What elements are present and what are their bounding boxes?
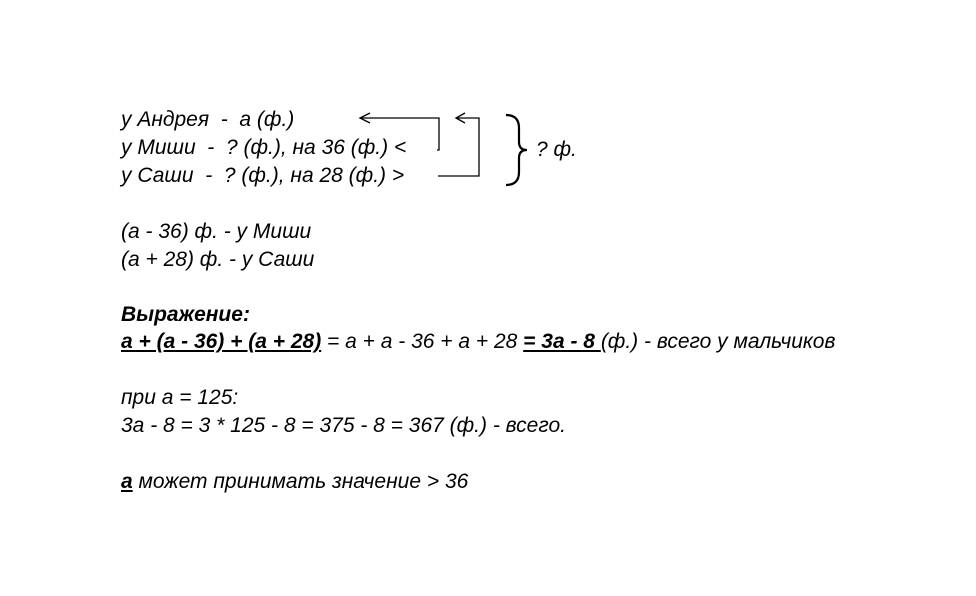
- expression-middle: = а + а - 36 + а + 28: [321, 330, 524, 353]
- evaluation-calc: 3а - 8 = 3 * 125 - 8 = 375 - 8 = 367 (ф.) - всего.: [121, 414, 566, 437]
- given-misha: у Миши - ? (ф.), на 36 (ф.) <: [121, 136, 407, 159]
- derived-misha: (а - 36) ф. - у Миши: [121, 220, 312, 243]
- evaluation-condition: при а = 125:: [121, 386, 239, 409]
- expression-tail: (ф.) - всего у мальчиков: [600, 330, 836, 353]
- derived-sasha: (а + 28) ф. - у Саши: [121, 248, 315, 271]
- constraint-line: [121, 469, 468, 495]
- expression-heading: Выражение:: [121, 303, 250, 326]
- sasha-arrow: [438, 118, 479, 176]
- constraint-var: а: [121, 470, 133, 493]
- constraint-text: может принимать значение > 36: [132, 470, 469, 493]
- expression-result: = 3а - 8: [523, 330, 601, 353]
- expression-line: [121, 329, 835, 355]
- expression-lhs: а + (а - 36) + (а + 28): [121, 330, 322, 353]
- total-unknown: ? ф.: [536, 138, 577, 161]
- given-sasha: у Саши - ? (ф.), на 28 (ф.) >: [121, 164, 405, 187]
- misha-arrow: [360, 118, 439, 150]
- curly-brace-icon: [506, 115, 527, 185]
- given-andrey: у Андрея - а (ф.): [121, 108, 295, 131]
